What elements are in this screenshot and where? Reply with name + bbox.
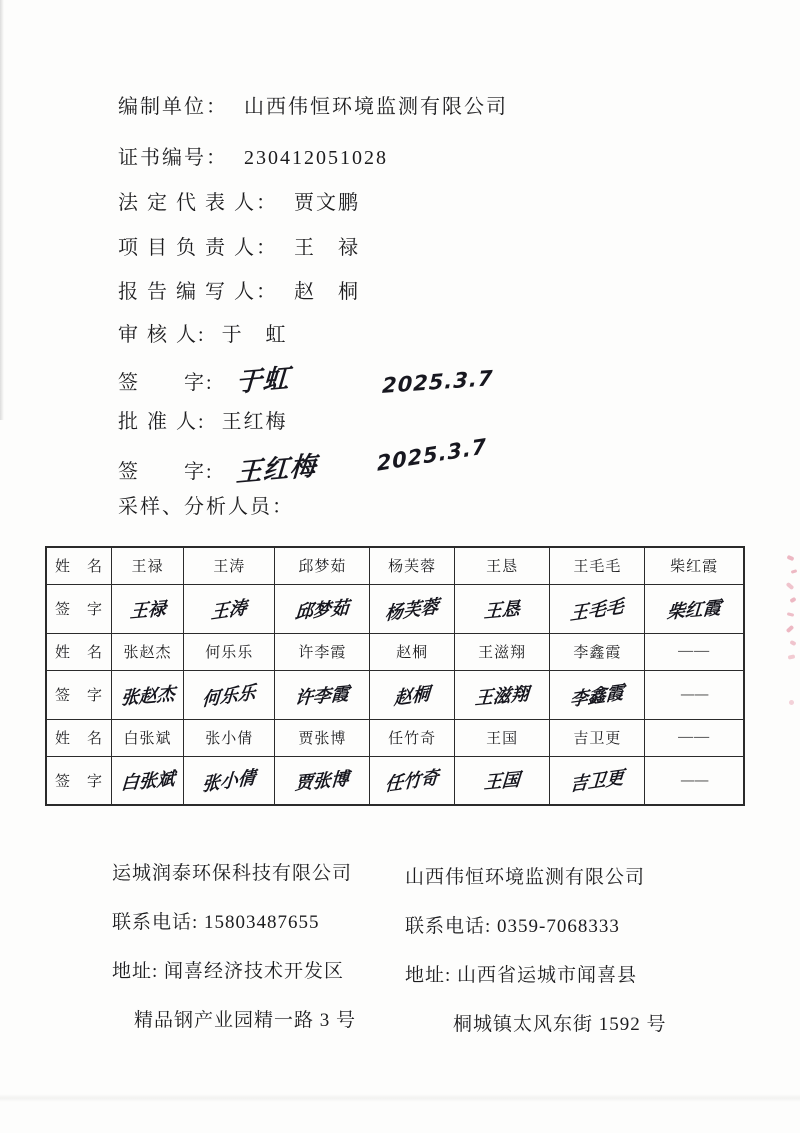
staff-name: 王国 (454, 719, 550, 756)
field-legal-representative (118, 186, 360, 215)
field-label: 签 字: (118, 372, 214, 394)
staff-signature: —— (645, 670, 744, 719)
company-name: 运城润泰环保科技有限公司 (112, 863, 353, 884)
table-row-names (46, 633, 744, 670)
staff-signature: 许李霞 (275, 670, 370, 719)
field-value: 王 禄 (294, 237, 360, 259)
staff-name: 李鑫霞 (550, 633, 645, 670)
staff-signature: 贾张博 (275, 756, 370, 805)
staff-name: 王毛毛 (550, 547, 645, 584)
approver-signature-line (118, 434, 488, 489)
row-header-sign: 签 字 (46, 584, 112, 633)
staff-name: 邱梦茹 (275, 547, 370, 584)
staff-name: —— (645, 633, 744, 670)
field-value: 230412051028 (244, 147, 388, 169)
field-project-leader (118, 231, 360, 260)
table-row-signatures (46, 584, 744, 633)
row-header-name: 姓 名 (46, 719, 112, 756)
company-phone: 联系电话: 15803487655 (112, 912, 320, 933)
scan-edge-artifact (0, 1094, 800, 1102)
table-row-signatures (46, 756, 744, 805)
field-label: 审 核 人: (118, 324, 206, 346)
staff-signature: 王国 (454, 756, 550, 805)
row-header-name: 姓 名 (46, 633, 112, 670)
handwritten-signature: 王红梅 (234, 451, 318, 489)
staff-signature: 何乐乐 (184, 670, 275, 719)
field-value: 山西伟恒环境监测有限公司 (244, 96, 508, 118)
staff-signature: 李鑫霞 (550, 670, 645, 719)
handwritten-signature: 于虹 (234, 363, 291, 399)
field-label: 编制单位： (118, 96, 228, 118)
company-address-line2: 桐城镇太风东街 1592 号 (453, 1014, 667, 1035)
field-label: 签 字: (118, 461, 214, 483)
field-label: 项 目 负 责 人： (118, 237, 278, 259)
footer-company-left (112, 858, 356, 1054)
staff-name: 柴红霞 (645, 547, 744, 584)
reviewer-signature-line (118, 360, 493, 397)
scan-edge-artifact (0, 0, 4, 420)
staff-signature: 张赵杰 (112, 670, 184, 719)
staff-name: 王涛 (184, 547, 275, 584)
staff-signature: 王毛毛 (550, 584, 645, 633)
staff-name: 赵桐 (370, 633, 454, 670)
row-header-sign: 签 字 (46, 756, 112, 805)
staff-name: 王恳 (454, 547, 550, 584)
staff-name: 张小倩 (184, 719, 275, 756)
field-compiling-unit (118, 90, 508, 119)
handwritten-date: 2025.3.7 (375, 434, 488, 476)
field-reviewer (118, 318, 288, 347)
staff-name: 许李霞 (275, 633, 370, 670)
staff-signature: 王禄 (112, 584, 184, 633)
row-header-name: 姓 名 (46, 547, 112, 584)
staff-signature: 柴红霞 (645, 584, 744, 633)
staff-signature: 任竹奇 (370, 756, 454, 805)
staff-signature: 王滋翔 (454, 670, 550, 719)
staff-name: 王禄 (112, 547, 184, 584)
company-address-line2: 精品钢产业园精一路 3 号 (134, 1010, 357, 1031)
company-address-line1: 地址: 闻喜经济技术开发区 (112, 961, 345, 982)
field-certificate-number (118, 141, 388, 170)
table-row-names (46, 547, 744, 584)
field-label: 法 定 代 表 人： (118, 192, 278, 214)
staff-signature: 邱梦茹 (275, 584, 370, 633)
staff-name: —— (645, 719, 744, 756)
footer-company-right (405, 862, 667, 1058)
staff-name: 吉卫更 (550, 719, 645, 756)
staff-section-heading: 采样、分析人员： (118, 496, 294, 518)
staff-signature: 王涛 (184, 584, 275, 633)
staff-name: 王滋翔 (454, 633, 550, 670)
staff-name: 任竹奇 (370, 719, 454, 756)
company-phone: 联系电话: 0359-7068333 (405, 916, 620, 937)
staff-name: 杨芙蓉 (370, 547, 454, 584)
field-value: 于 虹 (221, 324, 288, 346)
company-address-line1: 地址: 山西省运城市闻喜县 (405, 965, 638, 986)
staff-signature: 王恳 (454, 584, 550, 633)
field-value: 王红梅 (221, 411, 288, 433)
table-row-signatures (46, 670, 744, 719)
field-label: 证书编号： (118, 147, 228, 169)
staff-signature: 白张斌 (112, 756, 184, 805)
staff-signature: 张小倩 (184, 756, 275, 805)
company-name: 山西伟恒环境监测有限公司 (405, 867, 646, 888)
staff-signature: 吉卫更 (550, 756, 645, 805)
field-approver (118, 405, 288, 434)
table-row-names (46, 719, 744, 756)
field-value: 赵 桐 (294, 281, 360, 303)
staff-signature: —— (645, 756, 744, 805)
field-label: 批 准 人: (118, 411, 206, 433)
field-label: 报 告 编 写 人： (118, 281, 278, 303)
staff-signature: 杨芙蓉 (370, 584, 454, 633)
staff-name: 贾张博 (275, 719, 370, 756)
staff-name: 白张斌 (112, 719, 184, 756)
field-report-writer (118, 275, 360, 304)
row-header-sign: 签 字 (46, 670, 112, 719)
staff-signatures-table (45, 546, 745, 806)
staff-signature: 赵桐 (370, 670, 454, 719)
handwritten-date: 2025.3.7 (381, 366, 494, 398)
field-value: 贾文鹏 (294, 192, 360, 214)
staff-name: 何乐乐 (184, 633, 275, 670)
staff-name: 张赵杰 (112, 633, 184, 670)
